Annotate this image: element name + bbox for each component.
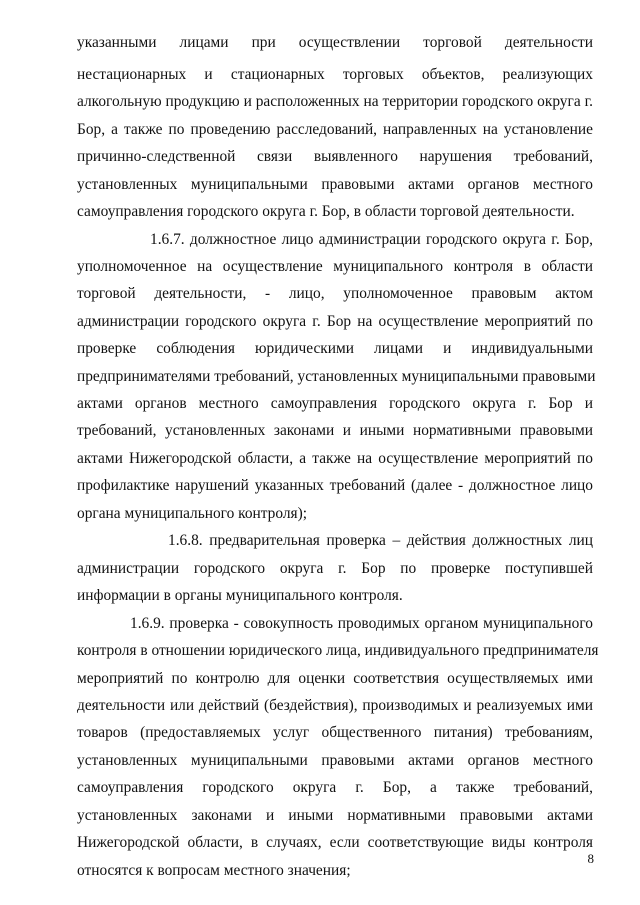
text-line: администрации городского округа г. Бор по проверке поступившей [77, 560, 593, 577]
text-line: торговой деятельности, - лицо, уполномоченное правовым актом [77, 285, 593, 302]
text-line: требований, установленных законами и иными нормативными правовыми [77, 422, 593, 439]
page-number: 8 [587, 851, 594, 866]
text-line: контроля в отношении юридического лица, индивидуального предпринимателя [77, 642, 599, 659]
text-line: мероприятий по контролю для оценки соответствия осуществляемых ими [77, 670, 593, 687]
text-line: нестационарных и стационарных торговых объектов, реализующих [77, 66, 593, 83]
text-line: установленных законами и иными нормативными правовыми актами [77, 807, 593, 824]
text-line: Нижегородской области, в случаях, если соответствующие виды контроля [77, 834, 593, 851]
text-line: самоуправления городского округа г. Бор, в области торговой деятельности. [77, 203, 575, 220]
text-line: деятельности или действий (бездействия), производимых и реализуемых ими [77, 697, 593, 714]
text-line: алкогольную продукцию и расположенных на территории городского округа г. [77, 93, 593, 110]
text-line: самоуправления городского округа г. Бор, а также требований, [77, 779, 593, 796]
text-line: установленных муниципальными правовыми актами органов местного [77, 176, 593, 193]
text-line: актами Нижегородской области, а также на осуществление мероприятий по [77, 450, 593, 467]
text-line: информации в органы муниципального контроля. [77, 587, 403, 604]
text-line: товаров (предоставляемых услуг общественного питания) требованиям, [77, 724, 593, 741]
paragraph-first-line: 1.6.9. проверка - совокупность проводимых органом муниципального [130, 615, 593, 632]
paragraph-first-line: 1.6.7. должностное лицо администрации городского округа г. Бор, [150, 231, 593, 248]
text-line: причинно-следственной связи выявленного нарушения требований, [77, 148, 593, 165]
text-line: предпринимателями требований, установленных муниципальными правовыми [77, 368, 596, 385]
text-line: Бор, а также по проведению расследований, направленных на установление [77, 121, 593, 138]
text-line: указанными лицами при осуществлении торговой деятельности [77, 34, 593, 51]
text-line: администрации городского округа г. Бор на осуществление мероприятий по [77, 313, 593, 330]
paragraph-first-line: 1.6.8. предварительная проверка – действия должностных лиц [168, 532, 593, 549]
text-line: проверке соблюдения юридическими лицами и индивидуальными [77, 340, 593, 357]
text-line: органа муниципального контроля); [77, 505, 308, 522]
text-line: относятся к вопросам местного значения; [77, 862, 351, 879]
text-line: уполномоченное на осуществление муниципального контроля в области [77, 258, 593, 275]
text-line: установленных муниципальными правовыми актами органов местного [77, 752, 593, 769]
text-line: профилактике нарушений указанных требований (далее - должностное лицо [77, 477, 593, 494]
text-line: актами органов местного самоуправления городского округа г. Бор и [77, 395, 593, 412]
